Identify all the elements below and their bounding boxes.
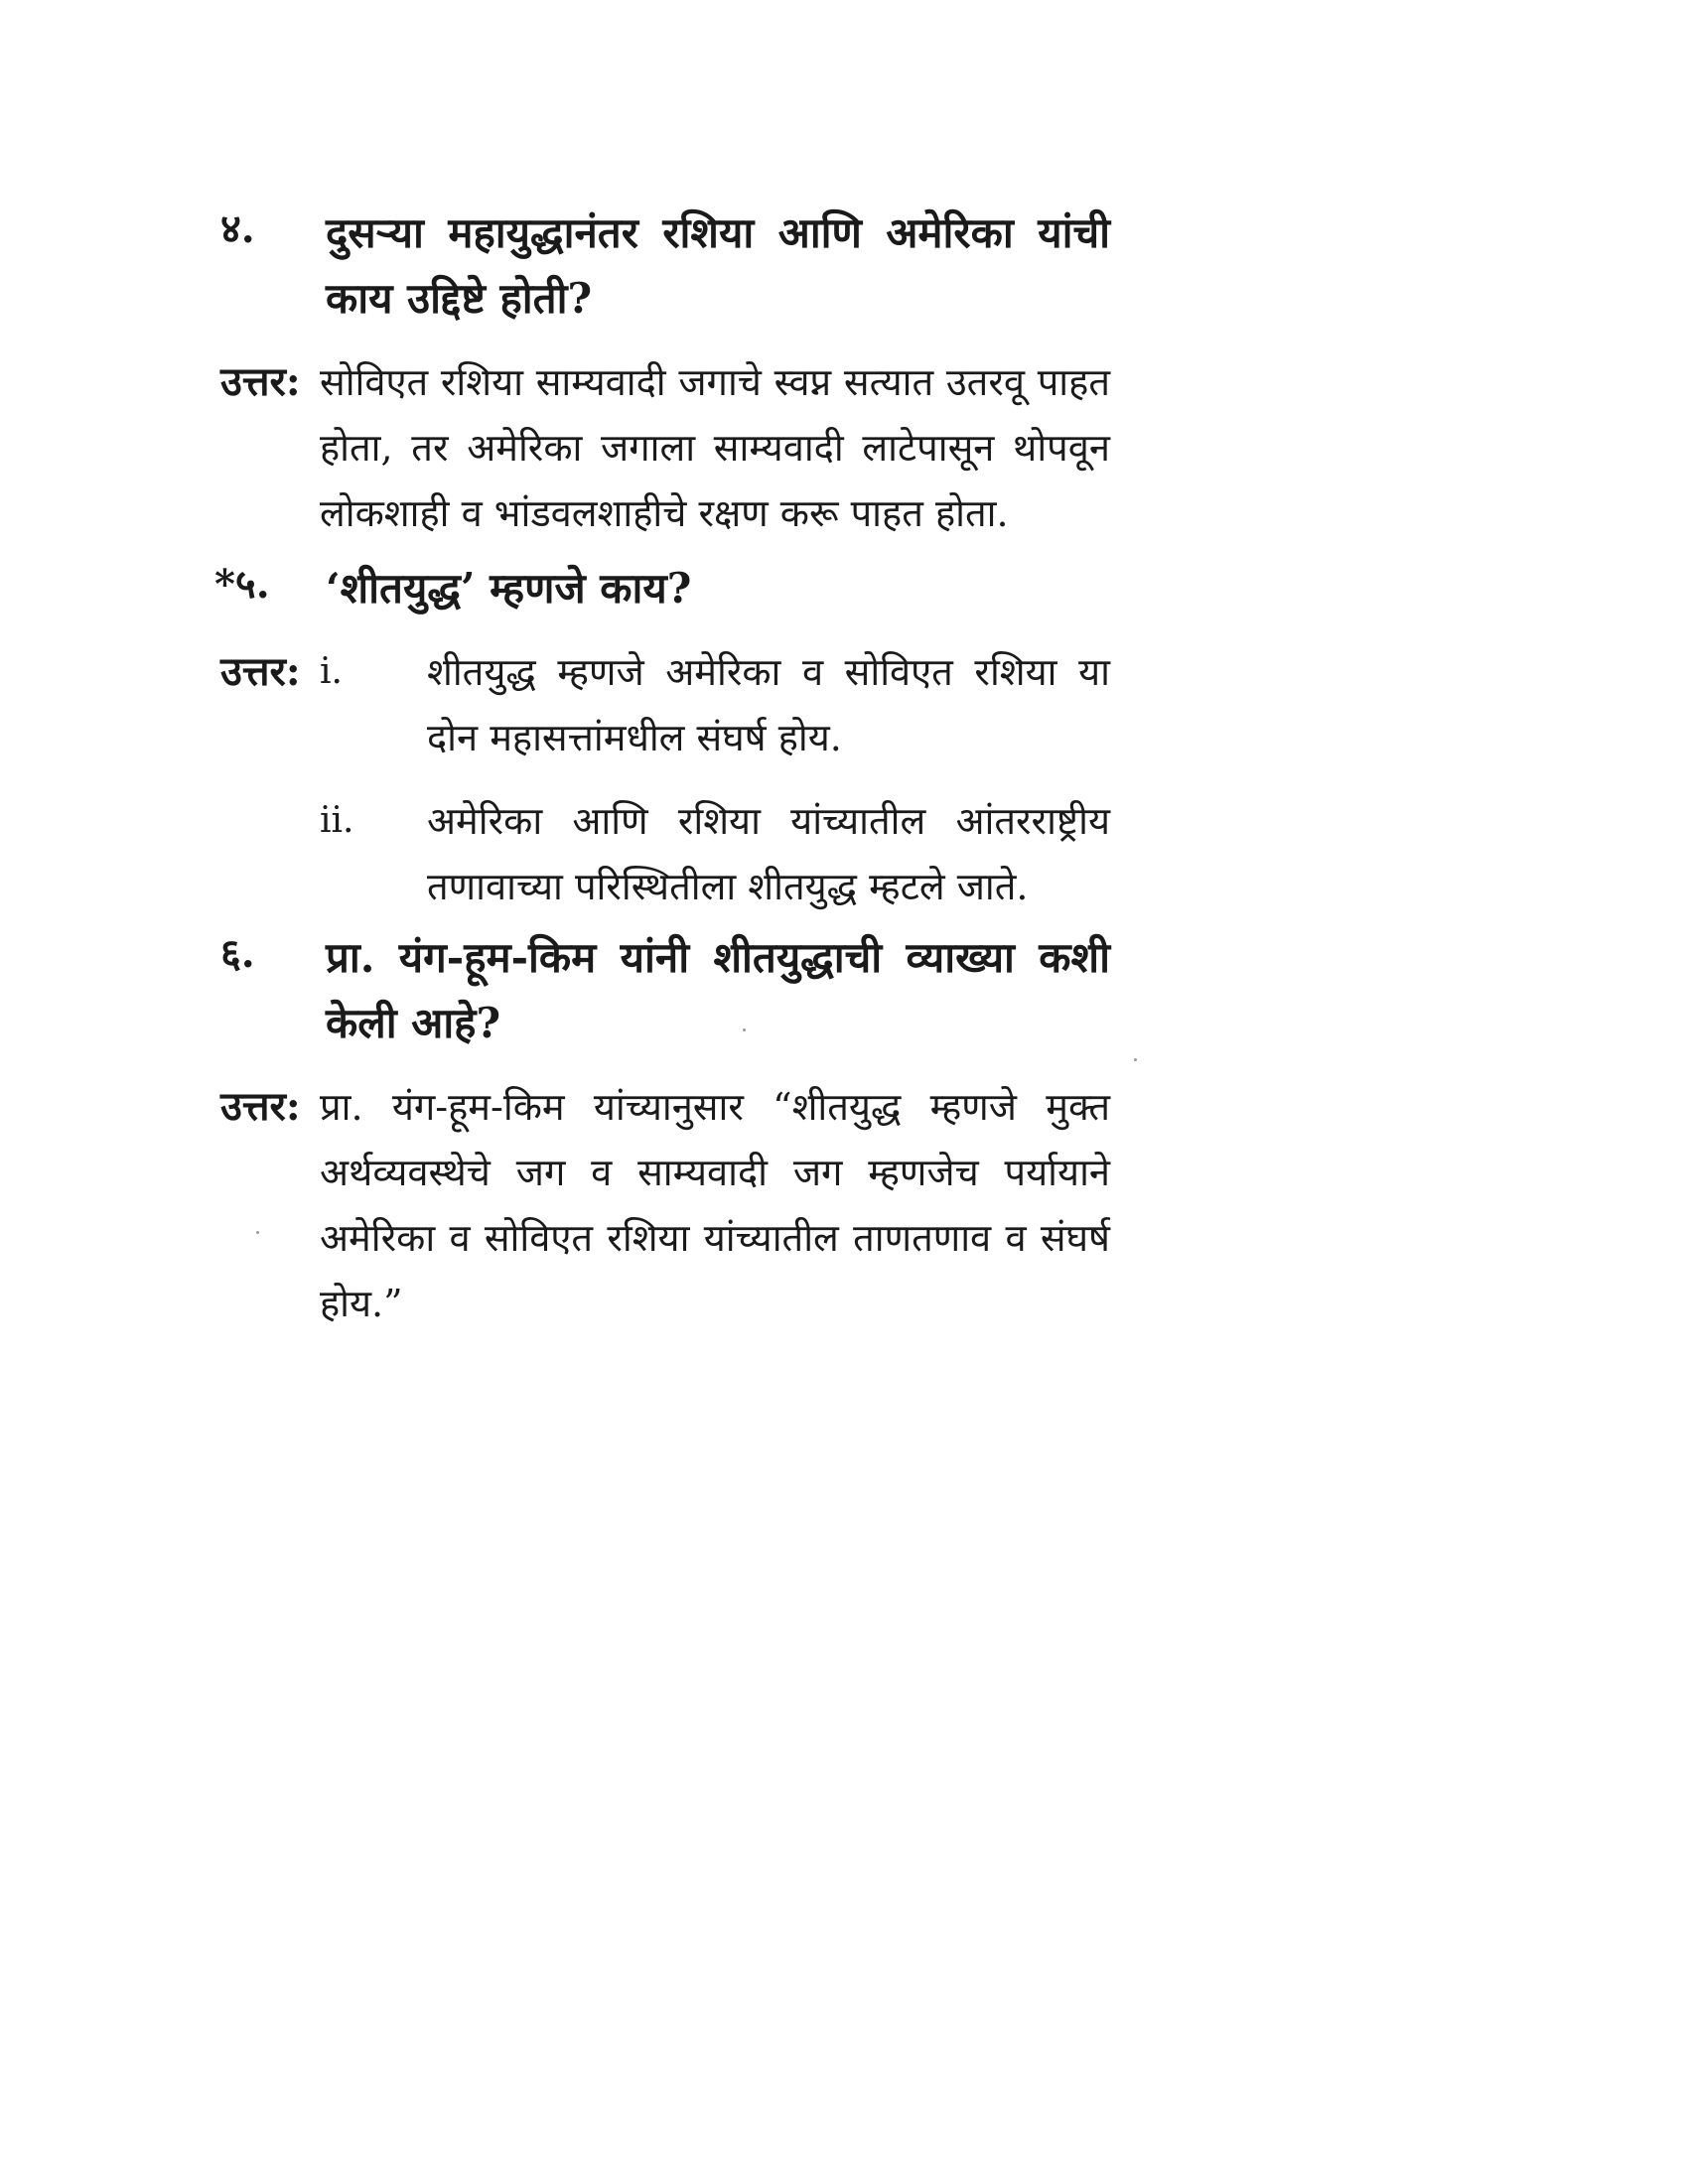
- answer-label: उत्तर:: [220, 648, 301, 695]
- answer-text: सोविएत रशिया साम्यवादी जगाचे स्वप्न सत्यात उतरवू पाहत होता, तर अमेरिका जगाला साम्यवादी लाटेपासून थोपवून लोकशाही व भांडवलशाहीचे रक्षण करू पाहत होता.: [320, 360, 1110, 535]
- answer-list-item: [320, 639, 1110, 770]
- list-item-text: शीतयुद्ध म्हणजे अमेरिका व सोविएत रशिया या दोन महासत्तांमधील संघर्ष होय.: [427, 650, 1110, 759]
- answer-label: उत्तर:: [220, 1083, 301, 1130]
- list-item-marker: i.: [320, 651, 343, 692]
- list-item-marker: ii.: [320, 800, 354, 841]
- question-text: प्रा. यंग-हूम-किम यांनी शीतयुद्धाची व्याख्या कशी केली आहे?: [326, 933, 1110, 1047]
- list-item-text: अमेरिका आणि रशिया यांच्यातील आंतरराष्ट्रीय तणावाच्या परिस्थितीला शीतयुद्ध म्हटले जाते.: [427, 799, 1110, 908]
- scan-speck: [743, 1028, 746, 1031]
- question-row: [214, 556, 1114, 621]
- scan-speck: [256, 1231, 259, 1234]
- question-row: [220, 201, 1114, 332]
- question-block-5: [214, 556, 1114, 919]
- question-text: दुसऱ्या महायुद्धानंतर रशिया आणि अमेरिका यांची काय उद्दिष्टे होती?: [326, 208, 1110, 323]
- answer-list-item: [320, 788, 1110, 919]
- question-text: ‘शीतयुद्ध’ म्हणजे काय?: [326, 564, 692, 613]
- answer-row: [220, 349, 1114, 546]
- question-number: ४.: [220, 205, 255, 252]
- scan-speck: [1134, 1058, 1137, 1061]
- question-number: *५.: [214, 561, 270, 608]
- answer-row: [220, 1074, 1114, 1336]
- question-number: ६.: [220, 930, 255, 977]
- answer-label: उत्तर:: [220, 358, 301, 405]
- answer-row: [220, 639, 1114, 919]
- question-row: [220, 925, 1114, 1056]
- question-block-6: [220, 925, 1114, 1336]
- answer-text: प्रा. यंग-हूम-किम यांच्यानुसार “शीतयुद्ध म्हणजे मुक्त अर्थव्यवस्थेचे जग व साम्यवादी जग म्हणजेच पर्यायाने अमेरिका व सोविएत रशिया यांच्यातील ताणतणाव व संघर्ष होय.”: [320, 1085, 1110, 1325]
- question-block-4: [220, 201, 1114, 546]
